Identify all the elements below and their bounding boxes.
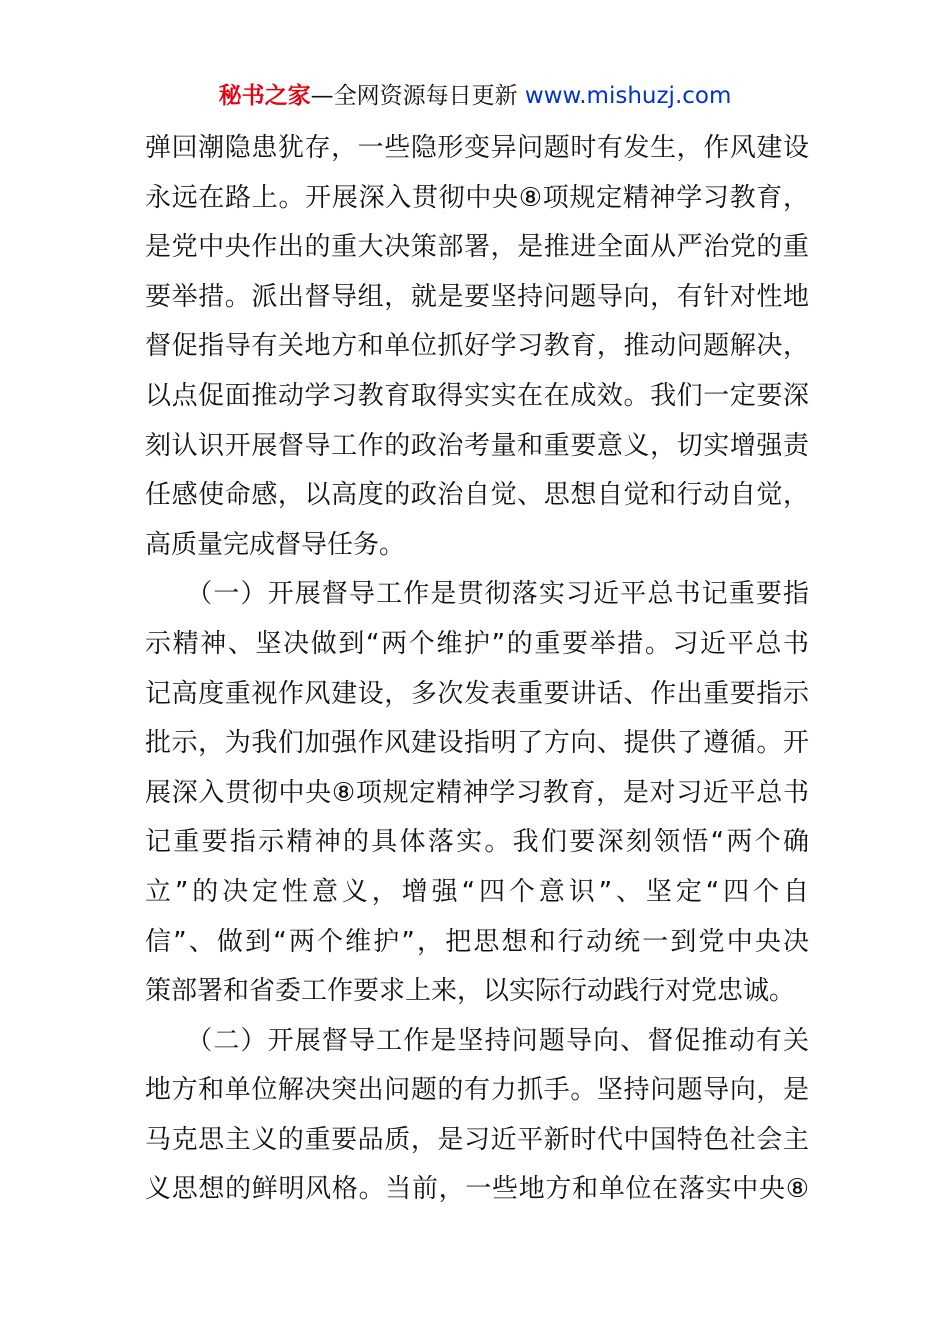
paragraph-end-line: 策部署和省委工作要求上来，以实际行动践行对党忠诚。 [145, 976, 796, 1007]
paragraph-start-line: （二）开展督导工作是坚持问题导向、督促推动有关 [145, 1025, 809, 1056]
site-url: www.mishuzj.com [524, 83, 732, 109]
text-line: 弹回潮隐患犹存，一些隐形变异问题时有发生，作风建设 [145, 133, 809, 163]
text-line: 要举措。派出督导组，就是要坚持问题导向，有针对性地 [145, 281, 809, 312]
text-line: 示精神、坚决做到“两个维护”的重要举措。习近平总书 [145, 628, 809, 659]
text-line: 督促指导有关地方和单位抓好学习教育，推动问题解决， [145, 331, 809, 362]
text-line: 地方和单位解决突出问题的有力抓手。坚持问题导向，是 [145, 1075, 809, 1106]
text-line: 任感使命感，以高度的政治自觉、思想自觉和行动自觉， [145, 480, 809, 511]
site-brand-name: 秘书之家 [218, 83, 311, 109]
text-line: 立”的决定性意义，增强“四个意识”、坚定“四个自 [145, 876, 809, 907]
text-line: 记高度重视作风建设，多次发表重要讲话、作出重要指示 [145, 678, 809, 709]
site-watermark-header [0, 80, 950, 112]
text-line: 记重要指示精神的具体落实。我们要深刻领悟“两个确 [145, 827, 809, 858]
paragraph-start-line: （一）开展督导工作是贯彻落实习近平总书记重要指 [145, 579, 809, 610]
text-line: 批示，为我们加强作风建设指明了方向、提供了遵循。开 [145, 728, 809, 759]
text-line: 刻认识开展督导工作的政治考量和重要意义，切实增强责 [145, 430, 809, 461]
document-body [145, 124, 809, 1215]
text-line: 以点促面推动学习教育取得实实在在成效。我们一定要深 [145, 380, 809, 411]
text-line: 是党中央作出的重大决策部署，是推进全面从严治党的重 [145, 232, 809, 263]
text-line: 展深入贯彻中央⑧项规定精神学习教育，是对习近平总书 [145, 777, 809, 808]
text-line: 义思想的鲜明风格。当前，一些地方和单位在落实中央⑧ [145, 1174, 809, 1205]
paragraph-end-line: 高质量完成督导任务。 [145, 529, 406, 560]
text-line: 马克思主义的重要品质，是习近平新时代中国特色社会主 [145, 1124, 809, 1155]
site-tagline: —全网资源每日更新 [310, 83, 518, 109]
text-line: 永远在路上。开展深入贯彻中央⑧项规定精神学习教育， [145, 182, 809, 213]
text-line: 信”、做到“两个维护”，把思想和行动统一到党中央决 [145, 926, 809, 957]
